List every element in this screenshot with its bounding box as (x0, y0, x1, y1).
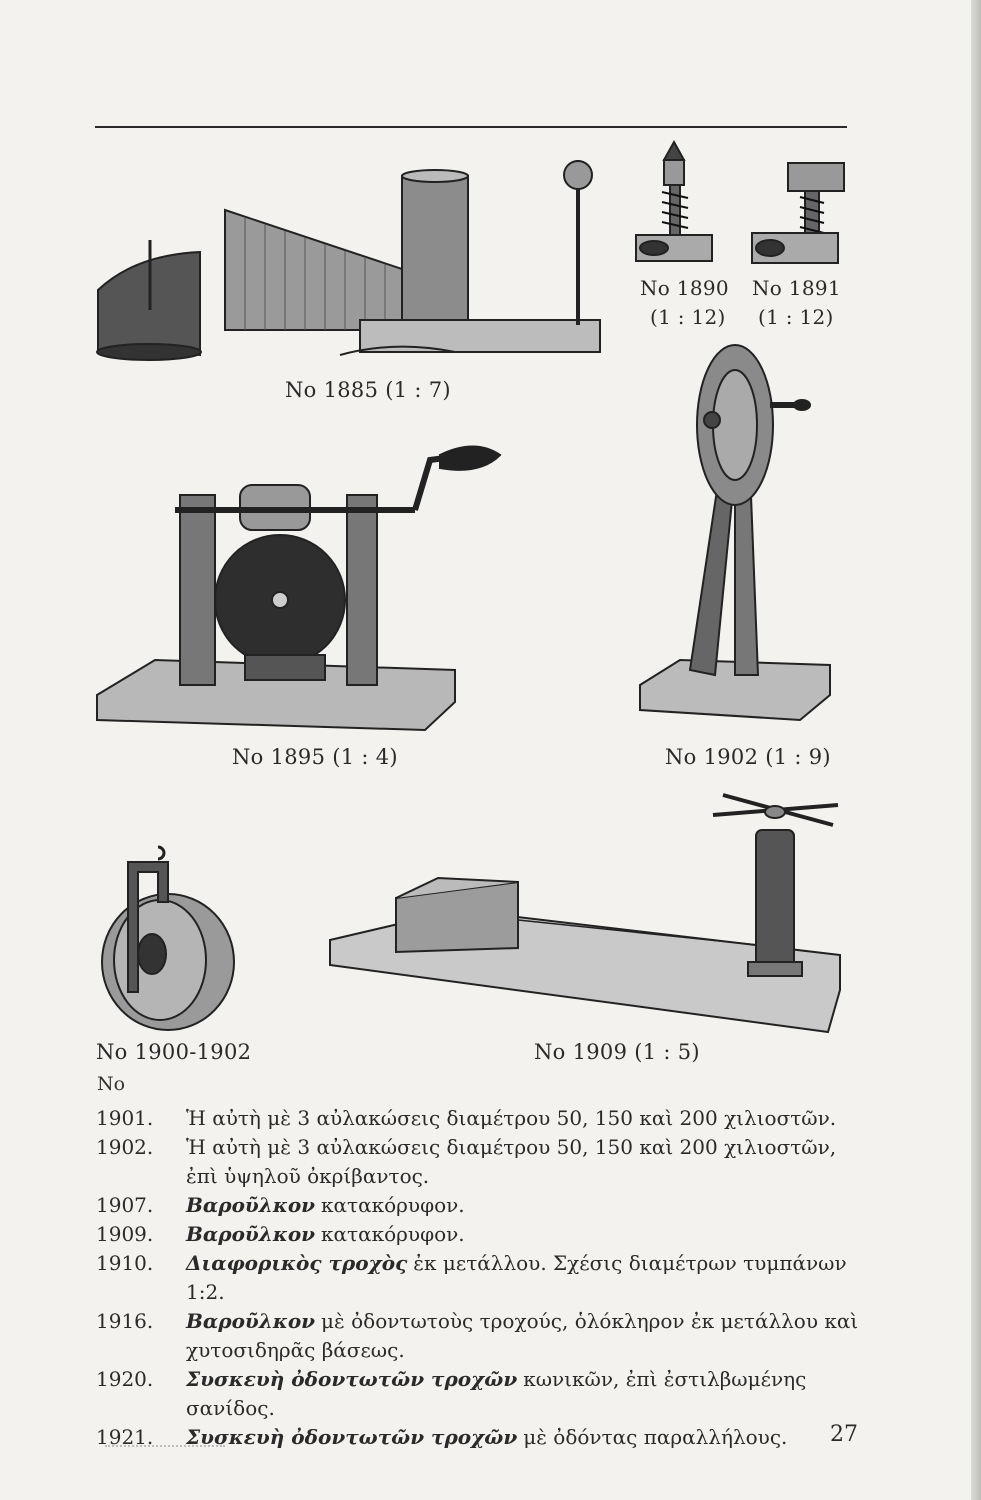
list-item (96, 1191, 866, 1220)
item-continuation: χυτοσιδηρᾶς βάσεως. (186, 1338, 405, 1362)
item-name: Συσκευὴ ὀδοντωτῶν τροχῶν (186, 1425, 518, 1449)
item-name: Βαροῦλκον (186, 1309, 316, 1333)
item-name: Διαφορικὸς τροχὸς (186, 1251, 408, 1275)
figure-1900-illustration (98, 842, 238, 1032)
item-text: μὲ ὀδοντωτοὺς τροχούς, ὁλόκληρον ἐκ μετάλλου καὶ (321, 1309, 859, 1333)
item-number: 1901. (96, 1106, 154, 1130)
top-rule (95, 126, 847, 128)
figure-1885-illustration (95, 140, 610, 375)
caption-1895: No 1895 (1 : 4) (232, 745, 398, 769)
caption-1890: No 1890 (640, 276, 729, 300)
page-edge (971, 0, 981, 1500)
figure-1902-illustration (620, 340, 850, 740)
item-number: 1902. (96, 1135, 154, 1159)
list-item (96, 1307, 866, 1365)
item-text: κωνικῶν, ἐπὶ ἐστιλβωμένης σανίδος. (186, 1367, 807, 1420)
item-number: 1910. (96, 1251, 154, 1275)
page-number: 27 (830, 1422, 858, 1447)
catalogue-list (96, 1104, 866, 1452)
list-item (96, 1133, 866, 1191)
item-name: Συσκευὴ ὀδοντωτῶν τροχῶν (186, 1367, 518, 1391)
list-item (96, 1249, 866, 1307)
item-text: ἐκ μετάλλου. Σχέσις διαμέτρων τυμπάνων 1:2. (186, 1251, 847, 1304)
figure-1891-illustration (750, 155, 845, 270)
caption-1890-scale: (1 : 12) (650, 305, 726, 329)
item-name: Βαροῦλκον (186, 1222, 316, 1246)
list-item (96, 1104, 866, 1133)
item-number: 1921. (96, 1425, 154, 1449)
list-item (96, 1365, 866, 1423)
print-smudge (105, 1445, 225, 1451)
item-continuation: ἐπὶ ὑψηλοῦ ὀκρίβαντος. (186, 1164, 430, 1188)
item-number: 1920. (96, 1367, 154, 1391)
figure-1890-illustration (632, 140, 717, 270)
item-number: 1909. (96, 1222, 154, 1246)
caption-1909: No 1909 (1 : 5) (534, 1040, 700, 1064)
figure-1909-illustration (328, 790, 850, 1035)
item-text: μὲ ὀδόντας παραλλήλους. (523, 1425, 788, 1449)
item-text: Ἡ αὐτὴ μὲ 3 αὐλακώσεις διαμέτρου 50, 150 καὶ 200 χιλιοστῶν, (186, 1135, 837, 1159)
item-text: Ἡ αὐτὴ μὲ 3 αὐλακώσεις διαμέτρου 50, 150 καὶ 200 χιλιοστῶν. (186, 1106, 837, 1130)
figure-1895-illustration (95, 440, 505, 740)
caption-1885: No 1885 (1 : 7) (285, 378, 451, 402)
caption-1891: No 1891 (752, 276, 841, 300)
caption-1900: No 1900-1902 (96, 1040, 252, 1064)
item-text: κατακόρυφον. (321, 1193, 465, 1217)
item-number: 1916. (96, 1309, 154, 1333)
caption-1891-scale: (1 : 12) (758, 305, 834, 329)
list-header: No (97, 1073, 126, 1095)
caption-1902: No 1902 (1 : 9) (665, 745, 831, 769)
list-item (96, 1220, 866, 1249)
item-text: κατακόρυφον. (321, 1222, 465, 1246)
item-name: Βαροῦλκον (186, 1193, 316, 1217)
item-number: 1907. (96, 1193, 154, 1217)
